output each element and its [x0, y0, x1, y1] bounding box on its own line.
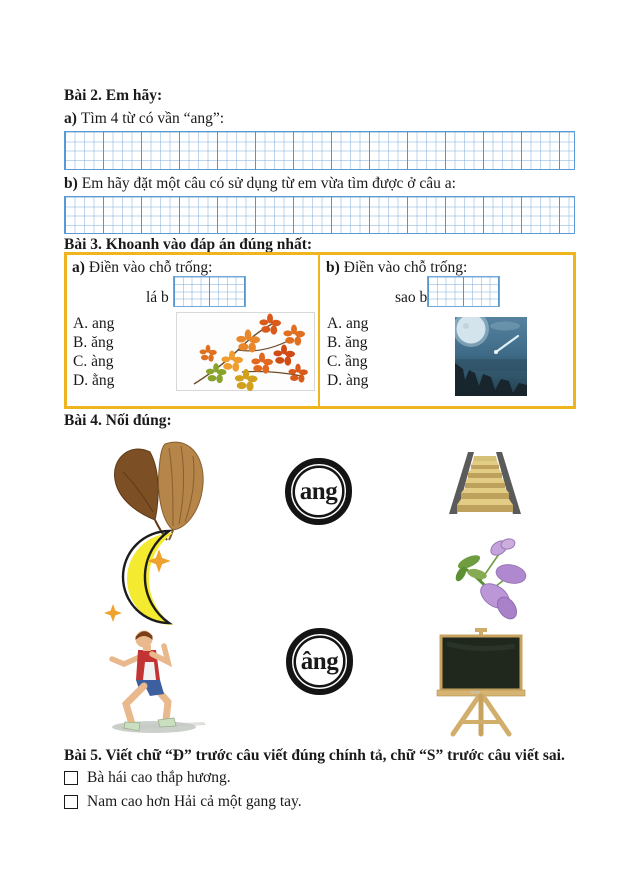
cell-a-option-4[interactable]: D. ằng: [73, 372, 115, 389]
answer-grid-b[interactable]: [64, 196, 575, 234]
part-a-marker: a): [64, 110, 77, 127]
cell-a-prompt: [72, 258, 212, 277]
staircase-image[interactable]: [441, 436, 529, 522]
cell-b-prompt-text: Điền vào chỗ trống:: [343, 259, 468, 276]
cell-a-fill-prefix: lá b: [146, 289, 169, 306]
cell-a-option-2[interactable]: B. ăng: [73, 334, 114, 351]
match-label-ang2-text: âng: [300, 647, 339, 675]
autumn-leaves-image: [176, 312, 315, 391]
part-b-marker: b): [64, 175, 78, 192]
cell-b-fill-box[interactable]: [427, 276, 500, 307]
part-b-text: Em hãy đặt một câu có sử dụng từ em vừa tìm được ở câu a:: [81, 175, 456, 192]
exercise5-item-2: [64, 792, 302, 811]
exercise5-sentence-1: Bà hái cao thắp hương.: [87, 769, 231, 786]
runner-image[interactable]: [94, 626, 212, 740]
night-sky-shooting-star-image: [455, 317, 527, 396]
checkbox-icon[interactable]: [64, 795, 78, 809]
cell-a-marker: a): [72, 259, 85, 276]
exercise5-sentence-2: Nam cao hơn Hải cả một gang tay.: [87, 793, 302, 810]
cell-b-marker: b): [326, 259, 340, 276]
checkbox-icon[interactable]: [64, 771, 78, 785]
cell-b-option-1[interactable]: A. ang: [327, 315, 369, 332]
crescent-moon-image[interactable]: [87, 527, 243, 631]
cell-b-option-3[interactable]: C. ầng: [327, 353, 368, 370]
cell-a-option-3[interactable]: C. àng: [73, 353, 114, 370]
exercise5-item-1: [64, 768, 231, 787]
blackboard-easel-image[interactable]: [431, 626, 532, 739]
table-divider: [318, 255, 320, 406]
cell-a-option-1[interactable]: A. ang: [73, 315, 115, 332]
exercise4-title: Bài 4. Nối đúng:: [64, 412, 172, 429]
match-label-ang[interactable]: [285, 458, 352, 525]
cell-a-fill-box[interactable]: [173, 276, 246, 307]
exercise5-title: Bài 5. Viết chữ “Đ” trước câu viết đúng chính tả, chữ “S” trước câu viết sai.: [64, 747, 565, 764]
exercise2-part-b-label: [64, 174, 456, 193]
cell-b-option-2[interactable]: B. ăng: [327, 334, 368, 351]
part-a-text: Tìm 4 từ có vần “ang”:: [80, 110, 225, 127]
match-label-ang2[interactable]: [286, 628, 353, 695]
cell-a-prompt-text: Điền vào chỗ trống:: [88, 259, 213, 276]
cell-b-fill-prefix: sao b: [395, 289, 428, 306]
answer-grid-a[interactable]: [64, 131, 575, 170]
cell-b-option-4[interactable]: D. àng: [327, 372, 369, 389]
exercise2-title: Bài 2. Em hãy:: [64, 87, 163, 104]
exercise3-title: Bài 3. Khoanh vào đáp án đúng nhất:: [64, 236, 313, 253]
match-label-ang-text: ang: [299, 477, 338, 505]
cell-b-prompt: [326, 258, 467, 277]
exercise2-part-a-label: [64, 109, 224, 128]
